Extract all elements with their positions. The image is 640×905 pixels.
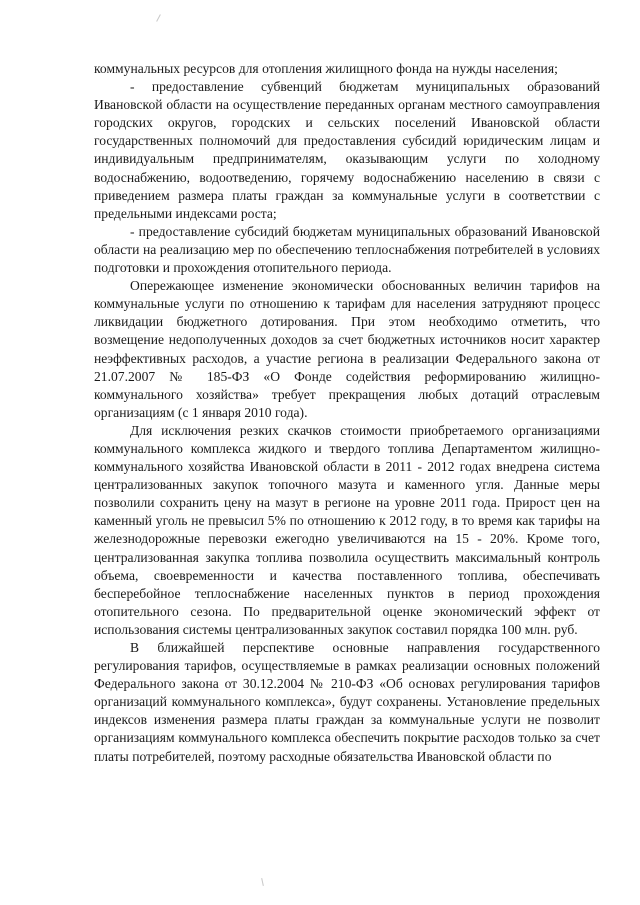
- paragraph-continuation: коммунальных ресурсов для отопления жилищного фонда на нужды населения;: [94, 61, 558, 76]
- paragraph-subsidies: - предоставление субсидий бюджетам муниципальных образований Ивановской области на реализацию мер по обеспечению теплоснабжения потребителей в условиях подготовки и прохождения отопительного периода.: [94, 223, 600, 276]
- document-page: [94, 60, 600, 766]
- scan-mark-top: [156, 14, 161, 22]
- paragraph-tariff-changes: Опережающее изменение экономически обоснованных величин тарифов на коммунальные услуги по отношению к тарифам для населения затрудняют процесс ликвидации бюджетного дотирования. При этом необходимо отметить, что возмещение недополученных доходов за счет бюджетных источников носит характер неэффективных расходов, а участие региона в реализации Федерального закона от 21.07.2007 № 185-ФЗ «О Фонде содействия реформированию жилищно-коммунального хозяйства» требует прекращения любых дотаций отраслевым организациям (с 1 января 2010 года).: [94, 278, 600, 420]
- paragraph-subventions: - предоставление субвенций бюджетам муниципальных образований Ивановской области на осуществление переданных органам местного самоуправления городских округов, городских и сельских поселений Ивановской области государственных полномочий для предоставления субсидий юридическим лицам и индивидуальным предпринимателям, оказывающим услуги по холодному водоснабжению, водоотведению, горячему водоснабжению населению в связи с приведением размера платы граждан за коммунальные услуги в соответствии с предельными индексами роста;: [94, 79, 600, 221]
- paragraph-fuel-procurement: Для исключения резких скачков стоимости приобретаемого организациями коммунального комплекса жидкого и твердого топлива Департаментом жилищно-коммунального хозяйства Ивановской области в 2011 - 2012 годах внедрена система централизованных закупок топочного мазута и каменного угля. Данные меры позволили сохранить цену на мазут в регионе на уровне 2011 года. Прирост цен на каменный уголь не превысил 5% по отношению к 2012 году, в то время как тарифы на железнодорожные перевозки ежегодно увеличиваются на 15 - 20%. Кроме того, централизованная закупка топлива позволила осуществить максимальный контроль объема, своевременности и качества поставленного топлива, обеспечивать бесперебойное теплоснабжение населенных пунктов в период прохождения отопительного сезона. По предварительной оценке экономический эффект от использования системы централизованных закупок составил порядка 100 млн. руб.: [94, 422, 600, 637]
- scan-mark-bottom: [261, 878, 264, 886]
- paragraph-regulation-outlook: В ближайшей перспективе основные направления государственного регулирования тарифов, осуществляемые в рамках реализации основных положений Федерального закона от 30.12.2004 № 210-ФЗ «Об основах регулирования тарифов организаций коммунального комплекса», будут сохранены. Установление предельных индексов изменения размера платы граждан за коммунальные услуги не позволит организациям коммунального комплекса обеспечить покрытие расходов только за счет платы потребителей, поэтому расходные обязательства Ивановской области по: [94, 640, 600, 764]
